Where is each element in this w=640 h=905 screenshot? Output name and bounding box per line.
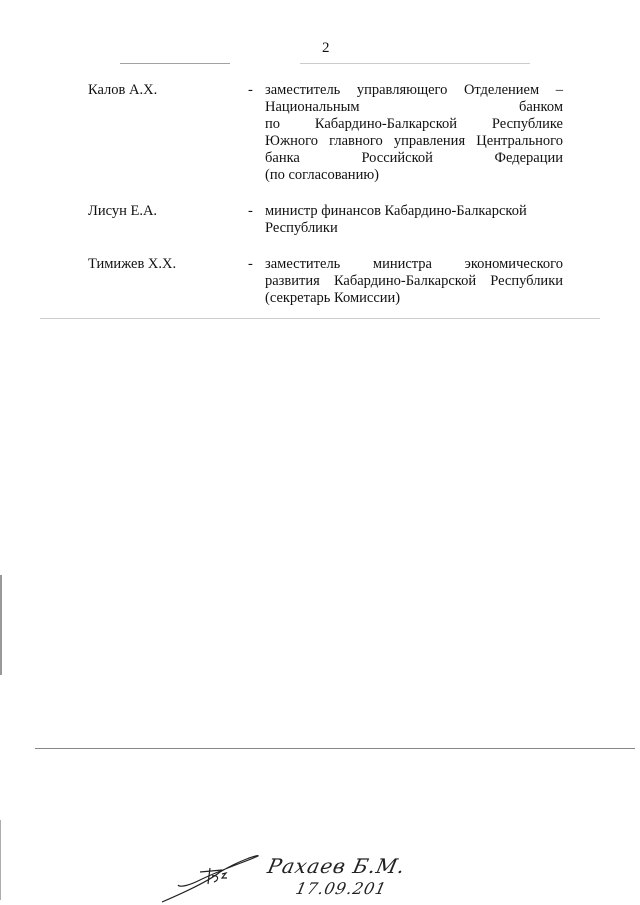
position-line: Республики xyxy=(265,220,338,236)
member-position xyxy=(265,82,563,184)
position-line: министр финансов Кабардино-Балкарской xyxy=(265,203,527,219)
dash: - xyxy=(248,256,253,272)
position-line: Южного главного управления Центрального xyxy=(265,133,563,149)
scan-artifact xyxy=(0,575,2,675)
member-name: Лисун Е.А. xyxy=(88,203,158,219)
position-line: заместитель управляющего Отделением – xyxy=(265,82,563,98)
position-line: развития Кабардино-Балкарской Республики xyxy=(265,273,563,289)
position-line: заместитель министра экономического xyxy=(265,256,563,272)
position-line: по Кабардино-Балкарской Республике xyxy=(265,116,563,132)
member-position xyxy=(265,203,563,237)
dash: - xyxy=(248,82,253,98)
position-line: (по согласованию) xyxy=(265,167,379,183)
position-line: Национальным банком xyxy=(265,99,563,115)
dash: - xyxy=(248,203,253,219)
scan-artifact xyxy=(40,318,600,319)
scan-artifact xyxy=(120,63,230,64)
member-name: Тимижев Х.Х. xyxy=(88,256,177,272)
position-line: банка Российской Федерации xyxy=(265,150,563,166)
scan-artifact xyxy=(35,748,635,749)
scan-artifact xyxy=(300,63,530,64)
signature-date: 17.09.201 xyxy=(294,879,389,898)
position-line: (секретарь Комиссии) xyxy=(265,290,401,306)
member-name: Калов А.Х. xyxy=(88,82,158,98)
signature-name: Рахаев Б.М. xyxy=(265,854,408,878)
handwritten-initials-flourish xyxy=(160,840,270,905)
member-position xyxy=(265,256,563,307)
page-number: 2 xyxy=(322,40,330,56)
scan-artifact xyxy=(0,820,1,900)
